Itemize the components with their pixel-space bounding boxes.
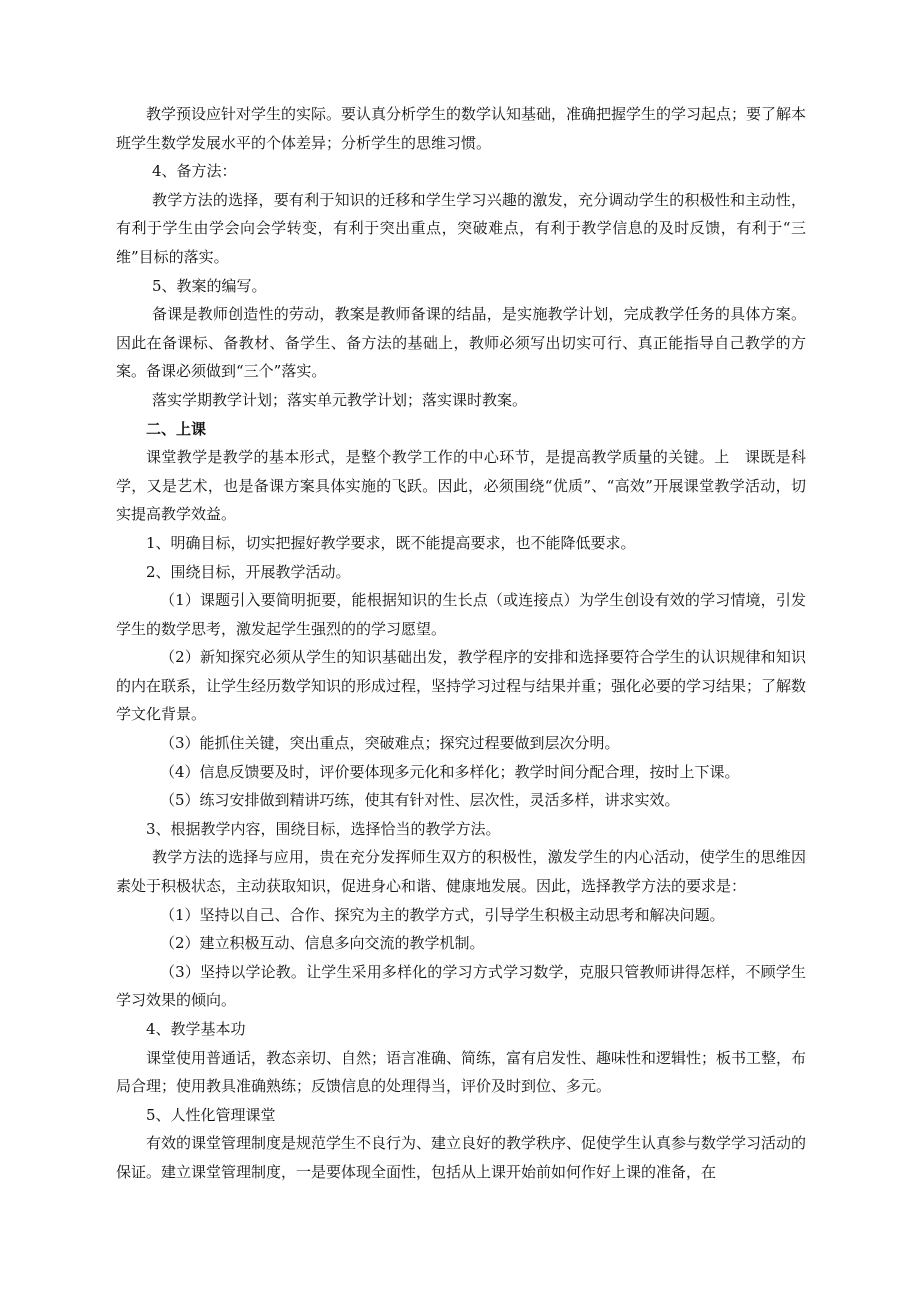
sub-list-item: （1）坚持以自己、合作、探究为主的教学方式，引导学生积极主动思考和解决问题。: [160, 905, 725, 924]
list-item: 5、人性化管理课堂: [146, 1105, 276, 1124]
paragraph: 教学预设应针对学生的实际。要认真分析学生的数学认知基础，准确把握学生的学习起点；要了解本班学生数学发展水平的个体差异；分析学生的思维习惯。: [116, 105, 807, 152]
paragraph: 教学方法的选择，要有利于知识的迁移和学生学习兴趣的激发，充分调动学生的积极性和主动性，有利于学生由学会向会学转变，有利于突出重点，突破难点，有利于教学信息的及时反馈，有利于“三维”目标的落实。: [116, 190, 806, 266]
section-heading: 二、上课: [146, 419, 207, 438]
sub-list-item: （3）能抓住关键，突出重点，突破难点；探究过程要做到层次分明。: [160, 734, 620, 753]
paragraph: 落实学期教学计划；落实单元教学计划；落实课时教案。: [152, 390, 528, 409]
paragraph: 备课是教师创造性的劳动，教案是教师备课的结晶，是实施教学计划，完成教学任务的具体方案。因此在备课标、备教材、备学生、备方法的基础上，教师必须写出切实可行、真正能指导自己教学的方案。备课必须做到“三个”落实。: [116, 305, 806, 381]
paragraph: 课堂教学是教学的基本形式，是整个教学工作的中心环节，是提高教学质量的关键。上 课既是科学，又是艺术，也是备课方案具体实施的飞跃。因此，必须围绕“优质”、“高效”开展课堂教学活动，切实提高教学效益。: [116, 448, 806, 524]
document-page: [116, 100, 806, 1187]
sub-list-item: （2）建立积极互动、信息多向交流的教学机制。: [160, 934, 485, 953]
sub-list-item: （5）练习安排做到精讲巧练，使其有针对性、层次性，灵活多样，讲求实效。: [160, 791, 680, 810]
subheading: 4、备方法：: [152, 162, 237, 181]
list-item: 2、围绕目标，开展教学活动。: [146, 562, 351, 581]
sub-list-item: （4）信息反馈要及时，评价要体现多元化和多样化；教学时间分配合理，按时上下课。: [160, 762, 740, 781]
list-item: 3、根据教学内容，围绕目标，选择恰当的教学方法。: [146, 819, 501, 838]
paragraph: 教学方法的选择与应用，贵在充分发挥师生双方的积极性，激发学生的内心活动，使学生的思维因素处于积极状态，主动获取知识，促进身心和谐、健康地发展。因此，选择教学方法的要求是：: [116, 848, 806, 896]
sub-list-item: （2）新知探究必须从学生的知识基础出发，教学程序的安排和选择要符合学生的认识规律和知识的内在联系，让学生经历数学知识的形成过程，坚持学习过程与结果并重；强化必要的学习结果；了解数学文化背景。: [116, 648, 807, 724]
list-item: 4、教学基本功: [146, 1020, 246, 1038]
paragraph: 有效的课堂管理制度是规范学生不良行为、建立良好的教学秩序、促使学生认真参与数学学习活动的保证。建立课堂管理制度，一是要体现全面性，包括从上课开始前如何作好上课的准备，在: [116, 1134, 807, 1181]
sub-list-item: （3）坚持以学论教。让学生采用多样化的学习方式学习数学，克服只管教师讲得怎样，不顾学生学习效果的倾向。: [116, 962, 806, 1010]
sub-list-item: （1）课题引入要简明扼要，能根据知识的生长点（或连接点）为学生创设有效的学习情境，引发学生的数学思考，激发起学生强烈的的学习愿望。: [116, 591, 806, 638]
subheading: 5、教案的编写。: [152, 276, 267, 295]
list-item: 1、明确目标，切实把握好教学要求，既不能提高要求，也不能降低要求。: [146, 533, 636, 552]
paragraph: 课堂使用普通话，教态亲切、自然；语言准确、简练，富有启发性、趣味性和逻辑性；板书工整，布局合理；使用教具准确熟练；反馈信息的处理得当，评价及时到位、多元。: [116, 1048, 807, 1096]
